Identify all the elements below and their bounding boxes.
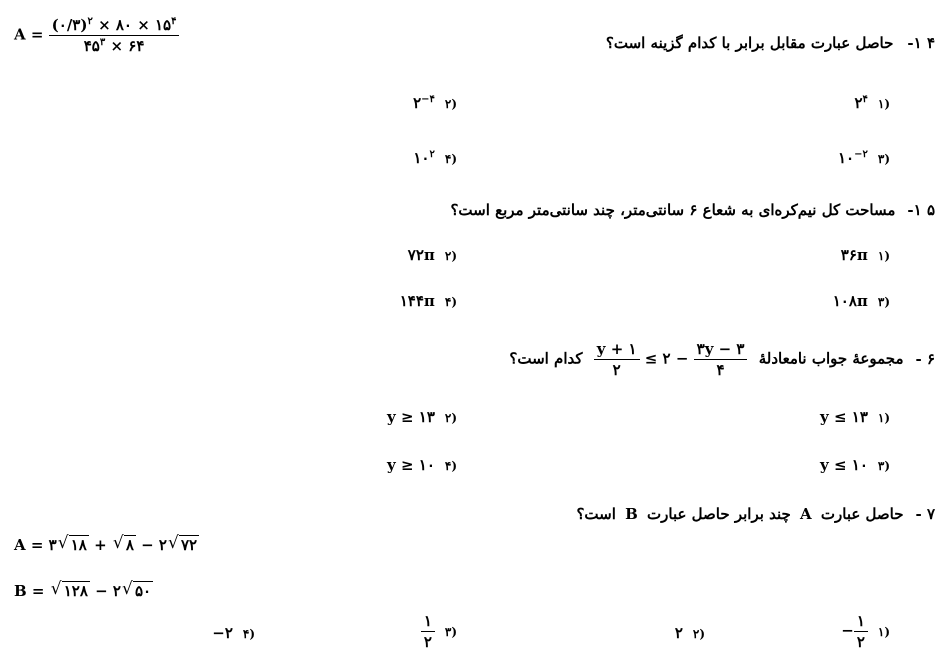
- option-number: ۱): [877, 411, 890, 425]
- q4-option-1[interactable]: [854, 94, 890, 112]
- option-number: ۳): [877, 295, 890, 309]
- q7-option-3[interactable]: [421, 612, 457, 651]
- option-text: y ≥ ۱۰: [387, 456, 435, 474]
- fraction-denominator: ۲: [423, 633, 432, 651]
- option-exp: ۲: [429, 149, 435, 160]
- q5-option-2[interactable]: [408, 246, 457, 264]
- option-number: ۳): [444, 624, 457, 639]
- option-number: ۳): [877, 152, 890, 166]
- question-number: ۶ -: [915, 349, 935, 368]
- question-number: ۴ ۱-: [907, 34, 935, 52]
- option-number: ۲): [444, 411, 457, 425]
- q5-option-1[interactable]: [841, 246, 890, 264]
- option-text: y ≤ ۱۰: [820, 456, 868, 474]
- option-number: ۲): [444, 249, 457, 263]
- option-text: ۱۴۴π: [399, 292, 435, 310]
- question-text-b: چند برابر حاصل عبارت: [647, 505, 791, 523]
- q7-option-1[interactable]: [841, 612, 890, 651]
- q7-expression-a: [14, 536, 199, 554]
- num-b: × ۸۰ × ۱۵: [92, 16, 172, 34]
- option-text: ۲: [854, 94, 863, 112]
- radicand: ۷۲: [181, 536, 198, 554]
- option-number: ۳): [877, 459, 890, 473]
- sqrt-2: [122, 582, 153, 600]
- q4-option-3[interactable]: [838, 149, 890, 167]
- option-text: y ≤ ۱۳: [820, 408, 868, 426]
- q5-option-3[interactable]: [833, 292, 890, 310]
- q6-fraction-1: [594, 340, 640, 379]
- question-text: حاصل عبارت مقابل برابر با کدام گزینه است؟: [605, 34, 894, 52]
- num-a: (۰/۳): [51, 16, 88, 34]
- option-text: y ≥ ۱۳: [387, 408, 435, 426]
- q6-option-4[interactable]: [387, 456, 457, 474]
- question-text-c: است؟: [576, 505, 616, 523]
- option-number: ۱): [877, 249, 890, 263]
- option-exp: −۲: [854, 149, 868, 160]
- q6-text: [509, 340, 935, 379]
- fraction-denominator: ۲: [612, 361, 621, 379]
- q4-formula: [14, 16, 179, 55]
- q4-option-2[interactable]: [413, 94, 457, 112]
- fraction-numerator: ۱: [421, 612, 435, 632]
- q7-text: [576, 505, 935, 523]
- option-number: ۴): [444, 295, 457, 309]
- radicand: ۱۸: [70, 536, 87, 554]
- num-a-exp: ۲: [87, 16, 93, 27]
- option-exp: −۴: [421, 94, 435, 105]
- question-text: مساحت کل نیم‌کره‌ای به شعاع ۶ سانتی‌متر، چند سانتی‌متر مربع است؟: [450, 201, 896, 219]
- q4-fraction-denominator: [49, 36, 180, 55]
- q7-option-2[interactable]: [675, 624, 705, 642]
- option-number: ۲): [692, 627, 705, 641]
- var-b: B: [625, 505, 638, 523]
- q6-option-1[interactable]: [820, 408, 890, 426]
- den-a-exp: ۳: [99, 37, 106, 48]
- q6-option-2[interactable]: [387, 408, 457, 426]
- option-fraction: [854, 612, 868, 651]
- q6-fraction-2: [694, 340, 748, 379]
- radicand: ۵۰: [134, 582, 152, 600]
- num-b-exp: ۴: [171, 16, 177, 27]
- option-number: ۲): [444, 97, 457, 111]
- fraction-numerator: ۱: [854, 612, 868, 632]
- option-text: ۱۰: [838, 149, 855, 167]
- option-number: ۴): [242, 627, 255, 641]
- option-text: ۱۰: [413, 149, 430, 167]
- sqrt-2: [113, 536, 136, 554]
- fraction-numerator: y + ۱: [594, 340, 640, 360]
- option-number: ۱): [877, 624, 890, 639]
- option-exp: ۴: [862, 94, 868, 105]
- operator: +: [88, 536, 112, 554]
- option-text: ۱۰۸π: [832, 292, 868, 310]
- option-number: ۴): [444, 459, 457, 473]
- sqrt-1: [51, 582, 90, 600]
- var-a: A: [800, 505, 812, 523]
- q7-option-4[interactable]: [212, 624, 255, 642]
- question-text-a: حاصل عبارت: [820, 505, 904, 523]
- fraction-denominator: ۴: [716, 361, 725, 379]
- fraction-numerator: ۳y − ۳: [694, 340, 748, 360]
- den-a: ۴۵: [83, 37, 100, 55]
- q4-option-4[interactable]: [413, 149, 457, 167]
- question-text-after: کدام است؟: [509, 349, 583, 368]
- q6-option-3[interactable]: [820, 456, 890, 474]
- sqrt-3: [168, 536, 199, 554]
- option-number: ۴): [444, 152, 457, 166]
- expr-lhs: B =: [14, 582, 50, 600]
- option-number: ۱): [877, 97, 890, 111]
- q4-fraction: [49, 16, 180, 55]
- inequality-middle: ≤ ۲ −: [639, 349, 694, 368]
- sqrt-1: [58, 536, 89, 554]
- expr-lhs: A = ۳: [14, 536, 57, 554]
- radicand: ۸: [125, 536, 134, 554]
- question-number: ۷ -: [915, 505, 935, 523]
- q4-text: [606, 34, 935, 52]
- option-text: −۲: [212, 624, 233, 642]
- option-fraction: [421, 612, 435, 651]
- option-sign: −: [841, 621, 854, 640]
- den-b: × ۶۴: [105, 37, 145, 55]
- q7-expression-b: [14, 582, 153, 600]
- question-text-before: مجموعهٔ جواب نامعادلهٔ: [758, 349, 904, 368]
- q5-text: [450, 201, 935, 219]
- fraction-denominator: ۲: [856, 633, 865, 651]
- operator: − ۲: [135, 536, 167, 554]
- formula-lhs: A =: [14, 25, 44, 44]
- q5-option-4[interactable]: [400, 292, 457, 310]
- operator: − ۲: [89, 582, 121, 600]
- q6-inequality: [594, 340, 748, 379]
- q4-fraction-numerator: [49, 16, 180, 36]
- option-text: ۷۲π: [407, 246, 435, 264]
- option-text: ۲: [413, 94, 422, 112]
- option-text: ۲: [674, 624, 683, 642]
- option-text: ۳۶π: [840, 246, 868, 264]
- question-number: ۵ ۱-: [907, 201, 935, 219]
- radicand: ۱۲۸: [63, 582, 88, 600]
